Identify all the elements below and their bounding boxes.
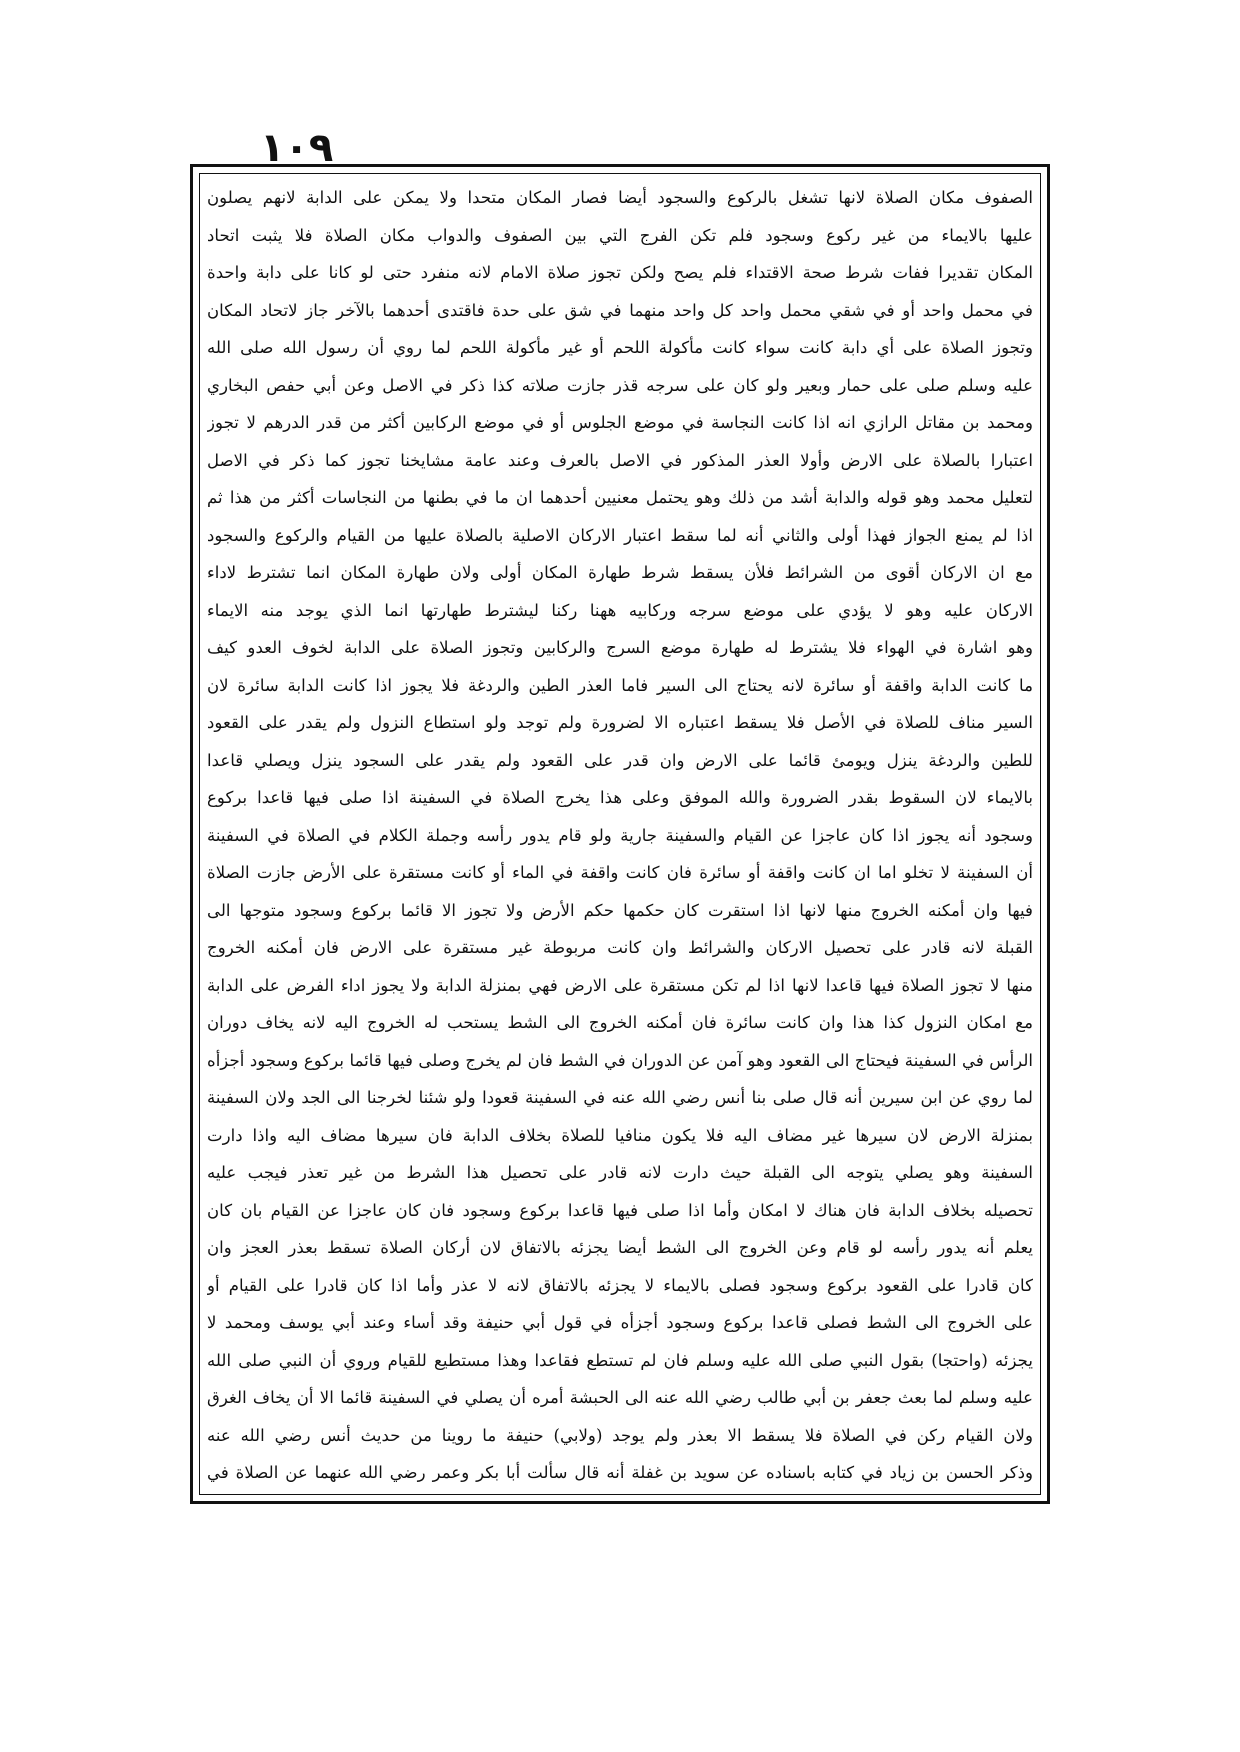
- text-line: اذا لم يمنع الجواز فهذا أولى والثاني أنه لما سقط اعتبار الاركان الاصلية بالصلاة عليها من القيام والركوع والسجود: [207, 525, 1033, 545]
- text-line: ومحمد بن مقاتل الرازي انه اذا كانت النجاسة في موضع الجلوس أو في موضع الركابين أكثر من قدر الدرهم لا تجوز: [207, 413, 1033, 432]
- text-line: لتعليل محمد وهو قوله والدابة أشد من ذلك وهو يحتمل معنيين أحدهما ان ما في بطنها من النجاسات أكثر من هذا ثم: [207, 488, 1033, 507]
- text-line: تحصيله بخلاف الدابة فان هناك لا امكان وأما اذا صلى فيها قاعدا بركوع وسجود فان كان عاجزا عن القيام بان كان: [207, 1200, 1033, 1220]
- text-line: أن السفينة لا تخلو اما ان كانت واقفة أو سائرة فان كانت واقفة في الماء أو كانت مستقرة على الأرض جازت الصلاة: [207, 863, 1033, 882]
- body-text: [207, 179, 1033, 1491]
- text-line: يجزئه (واحتجا) بقول النبي صلى الله عليه وسلم فان لم تستطع فقاعدا وهذا مستطيع للقيام وروي أن النبي صلى الله: [207, 1350, 1033, 1370]
- text-line: لما روي عن ابن سيرين أنه قال صلى بنا أنس رضي الله عنه في السفينة قعودا ولو شئنا لخرجنا الى الجد ولان السفينة: [207, 1088, 1033, 1107]
- text-line: الرأس في السفينة فيحتاج الى القعود وهو آمن عن الدوران في الشط فان لم يخرج وصلى فيها قائما بركوع وسجود أجزأه: [207, 1050, 1033, 1070]
- text-line: وذكر الحسن بن زياد في كتابه باسناده عن سويد بن غفلة أنه قال سألت أبا بكر وعمر رضي الله عنهما عن الصلاة في: [207, 1463, 1033, 1482]
- text-line: ولان القيام ركن في الصلاة فلا يسقط الا بعذر ولم يوجد (ولابي) حنيفة ما روينا من حديث أنس رضي الله عنه: [207, 1425, 1033, 1445]
- text-line: كان قادرا على القعود بركوع وسجود فصلى بالايماء لا يجزئه بالاتفاق لانه لا عذر وأما اذا كان قادرا على القيام أو: [207, 1275, 1033, 1295]
- text-line: عليها بالايماء من غير ركوع وسجود فلم تكن الفرج التي بين الصفوف والدواب مكان الصلاة فلا يثبت اتحاد: [207, 225, 1033, 245]
- text-line: عليه وسلم لما بعث جعفر بن أبي طالب رضي الله عنه الى الحبشة أمره أن يصلي في السفينة قائما الا أن يخاف الغرق: [207, 1388, 1033, 1407]
- text-line: في محمل واحد أو في شقي محمل واحد كل واحد منهما في شق على حدة فاقتدى أحدهما بالآخر جاز لاتحاد المكان: [207, 300, 1033, 320]
- text-line: يعلم أنه يدور رأسه لو قام وعن الخروج الى الشط أيضا يجزئه بالاتفاق لان أركان الصلاة تسقط بعذر العجز وان: [207, 1238, 1033, 1257]
- text-line: عليه وسلم صلى على حمار وبعير ولو كان على سرجه قذر جازت صلاته كذا ذكر في الاصل وعن أبي حفص البخاري: [207, 375, 1033, 395]
- text-line: للطين والردغة ينزل ويومئ قائما على الارض وان قدر على القعود ولم يقدر على السجود ينزل ويصلي قاعدا: [207, 750, 1033, 770]
- text-line: وهو اشارة في الهواء فلا يشترط له طهارة موضع السرج والركابين وتجوز الصلاة على الدابة لخوف العدو كيف: [207, 638, 1033, 657]
- text-line: الصفوف مكان الصلاة لانها تشغل بالركوع والسجود أيضا فصار المكان متحدا ولا يمكن على الدابة لانهم يصلون: [207, 188, 1033, 207]
- text-line: ما كانت الدابة واقفة أو سائرة لانه يحتاج الى السير فاما العذر الطين والردغة فلا يجوز اذا كانت الدابة سائرة لان: [207, 675, 1033, 695]
- text-line: وسجود أنه يجوز اذا كان عاجزا عن القيام والسفينة جارية ولو قام يدور رأسه وجملة الكلام في الصلاة في السفينة: [207, 825, 1033, 845]
- text-line: اعتبارا بالصلاة على الارض وأولا العذر المذكور في الاصل بالعرف وعند عامة مشايخنا تجوز كما ذكر في الاصل: [207, 450, 1033, 470]
- text-line: السير مناف للصلاة في الأصل فلا يسقط اعتباره الا لضرورة ولم توجد ولو استطاع النزول ولم يقدر على القعود: [207, 713, 1033, 732]
- text-line: منها لا تجوز الصلاة فيها قاعدا لانها اذا لم تكن مستقرة على الارض فهي بمنزلة الدابة ولا يجوز اداء الفرض على الدابة: [207, 975, 1033, 995]
- text-line: السفينة وهو يصلي يتوجه الى القبلة حيث دارت لانه قادر على تحصيل هذا الشرط من غير تعذر فيجب عليه: [207, 1163, 1033, 1182]
- text-line: مع امكان النزول كذا هذا وان كانت سائرة فان أمكنه الخروج الى الشط يستحب له الخروج اليه لانه يخاف دوران: [207, 1013, 1033, 1032]
- text-line: مع ان الاركان أقوى من الشرائط فلأن يسقط شرط طهارة المكان أولى ولان طهارة المكان انما تشترط لاداء: [207, 563, 1033, 582]
- text-line: الاركان عليه وهو لا يؤدي على موضع سرجه وركابيه ههنا ركنا ليشترط طهارتها انما الذي يوجد منه الايماء: [207, 600, 1033, 620]
- page-number: ١٠٩: [260, 125, 334, 171]
- text-line: بمنزلة الارض لان سيرها غير مضاف اليه فلا يكون منافيا للصلاة بخلاف الدابة فان سيرها مضاف اليه واذا دارت: [207, 1125, 1033, 1145]
- text-line: المكان تقديرا ففات شرط صحة الاقتداء فلم يصح ولكن تجوز صلاة الامام لانه منفرد حتى لو كانا على دابة واحدة: [207, 263, 1033, 282]
- text-line: القبلة لانه قادر على تحصيل الاركان والشرائط وان كانت مربوطة غير مستقرة على الارض فان أمكنه الخروج: [207, 938, 1033, 957]
- text-frame: [190, 164, 1050, 1504]
- text-line: على الخروج الى الشط فصلى قاعدا بركوع وسجود أجزأه في قول أبي حنيفة وقد أساء وعند أبي يوسف ومحمد لا: [207, 1313, 1033, 1332]
- text-line: فيها وان أمكنه الخروج منها لانها اذا استقرت كان حكمها حكم الأرض ولا تجوز الا قائما بركوع وسجود متوجها الى: [207, 900, 1033, 920]
- text-line: وتجوز الصلاة على أي دابة كانت سواء كانت مأكولة اللحم أو غير مأكولة اللحم لما روي أن رسول الله صلى الله: [207, 338, 1033, 357]
- text-line: بالايماء لان السقوط بقدر الضرورة والله الموفق وعلى هذا يخرج الصلاة في السفينة اذا صلى فيها قاعدا بركوع: [207, 788, 1033, 807]
